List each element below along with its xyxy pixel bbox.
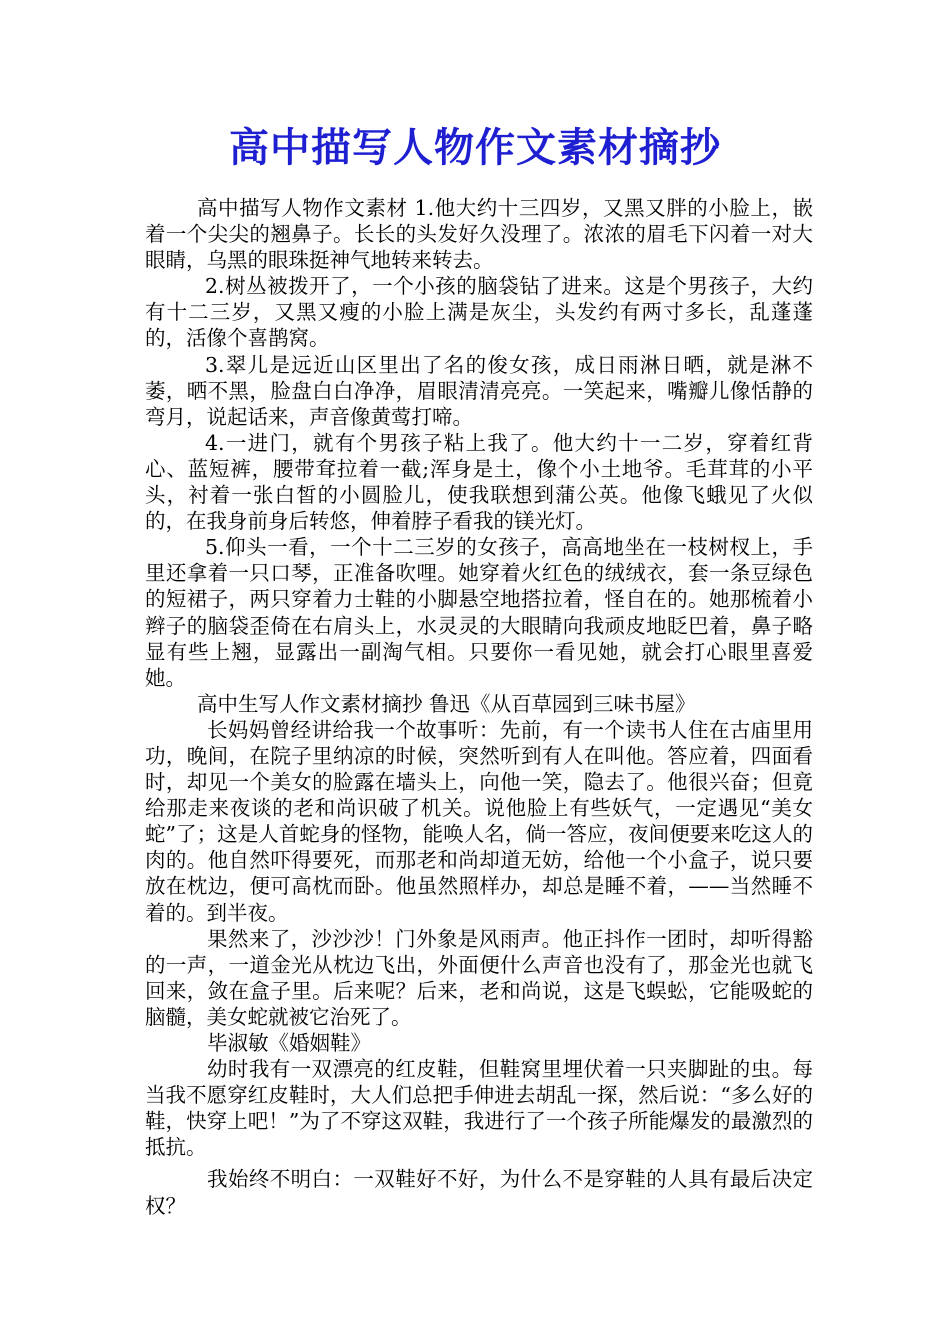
paragraph: 高中描写人物作文素材 1.他大约十三四岁，又黑又胖的小脸上，嵌着一个尖尖的翘鼻子。长长的头发好久没理了。浓浓的眉毛下闪着一对大眼睛，乌黑的眼珠挺神气地转来转去。 bbox=[145, 196, 813, 273]
paragraph: 3.翠儿是远近山区里出了名的俊女孩，成日雨淋日晒，就是淋不萎，晒不黑，脸盘白白净净，眉眼清清亮亮。一笑起来，嘴瓣儿像恬静的弯月，说起话来，声音像黄莺打啼。 bbox=[145, 352, 813, 429]
paragraph: 果然来了，沙沙沙！门外象是风雨声。他正抖作一团时，却听得豁的一声，一道金光从枕边飞出，外面便什么声音也没有了，那金光也就飞回来，敛在盒子里。后来呢？后来，老和尚说，这是飞蜈蚣，它能吸蛇的脑髓，美女蛇就被它治死了。 bbox=[145, 926, 813, 1029]
section-heading: 高中生写人作文素材摘抄 鲁迅《从百草园到三味书屋》 bbox=[197, 691, 696, 716]
document-title: 高中描写人物作文素材摘抄 bbox=[229, 124, 721, 171]
paragraph: 我始终不明白：一双鞋好不好，为什么不是穿鞋的人具有最后决定权？ bbox=[145, 1167, 813, 1218]
paragraph: 幼时我有一双漂亮的红皮鞋，但鞋窝里埋伏着一只夹脚趾的虫。每当我不愿穿红皮鞋时，大人们总把手伸进去胡乱一探，然后说：“多么好的鞋，快穿上吧！”为了不穿这双鞋，我进行了一个孩子所能爆发的最激烈的抵抗。 bbox=[145, 1057, 813, 1160]
section-heading: 毕淑敏《婚姻鞋》 bbox=[207, 1031, 371, 1055]
paragraph: 5.仰头一看，一个十二三岁的女孩子，高高地坐在一枝树杈上，手里还拿着一只口琴，正准备吹哩。她穿着火红色的绒绒衣，套一条豆绿色的短裙子，两只穿着力士鞋的小脚悬空地搭拉着，怪自在的。她那梳着小辫子的脑袋歪倚在右肩头上，水灵灵的大眼睛向我顽皮地眨巴着，鼻子略显有些上翘，显露出一副淘气相。只要你一看见她，就会打心眼里喜爱她。 bbox=[145, 535, 813, 690]
document-body bbox=[145, 195, 813, 1219]
paragraph: 2.树丛被拨开了，一个小孩的脑袋钻了进来。这是个男孩子，大约有十二三岁，又黑又瘦的小脸上满是灰尘，头发约有两寸多长，乱蓬蓬的，活像个喜鹊窝。 bbox=[145, 274, 813, 351]
paragraph: 长妈妈曾经讲给我一个故事听：先前，有一个读书人住在古庙里用功，晚间，在院子里纳凉的时候，突然听到有人在叫他。答应着，四面看时，却见一个美女的脸露在墙头上，向他一笑，隐去了。他很兴奋；但竟给那走来夜谈的老和尚识破了机关。说他脸上有些妖气，一定遇见“美女蛇”了；这是人首蛇身的怪物，能唤人名，倘一答应，夜间便要来吃这人的肉的。他自然吓得要死，而那老和尚却道无妨，给他一个小盒子，说只要放在枕边，便可高枕而卧。他虽然照样办，却总是睡不着，——当然睡不着的。到半夜。 bbox=[145, 717, 813, 925]
paragraph: 4.一进门，就有个男孩子粘上我了。他大约十一二岁，穿着红背心、蓝短裤，腰带耷拉着一截;浑身是土，像个小土地爷。毛茸茸的小平头，衬着一张白皙的小圆脸儿，使我联想到蒲公英。他像飞蛾见了火似的，在我身前身后转悠，伸着脖子看我的镁光灯。 bbox=[145, 430, 813, 534]
